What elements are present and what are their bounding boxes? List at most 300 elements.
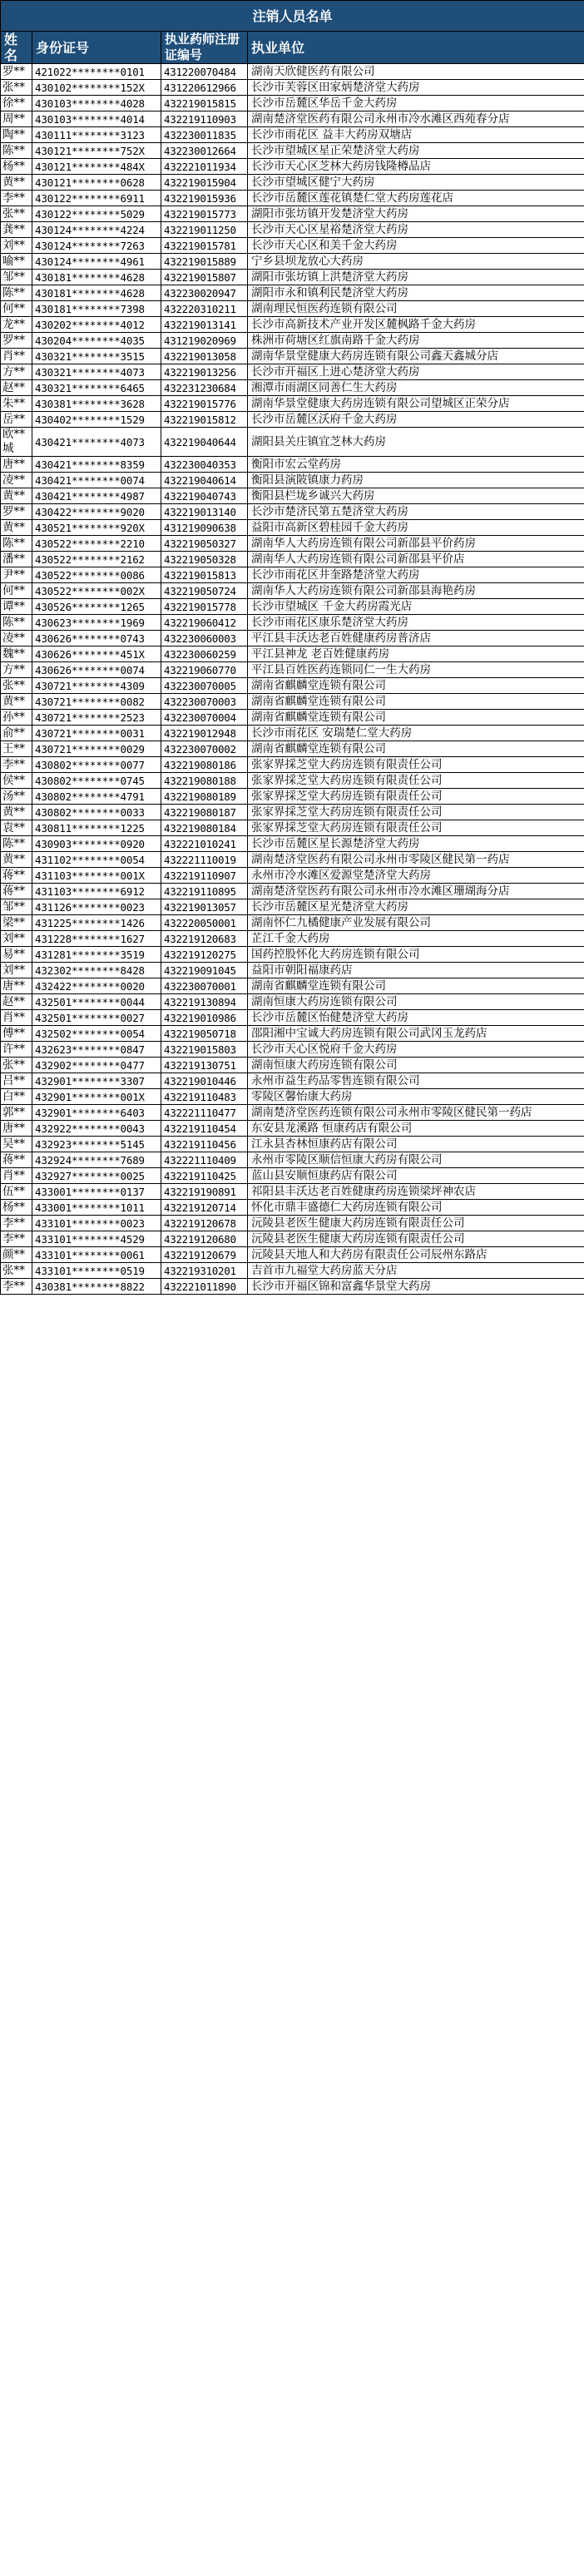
cell-practice-unit: 湖阳市张坊镇上洪楚济堂大药房 bbox=[248, 270, 584, 285]
table-row bbox=[1, 646, 584, 662]
cell-certificate-number: 432219040644 bbox=[161, 428, 248, 457]
cell-name: 梁** bbox=[1, 915, 32, 931]
cell-name: 侯** bbox=[1, 773, 32, 789]
table-row bbox=[1, 175, 584, 191]
cell-id-number: 430522********2162 bbox=[32, 552, 161, 567]
table-row bbox=[1, 978, 584, 994]
cell-certificate-number: 432230070003 bbox=[161, 694, 248, 710]
cell-id-number: 432901********001X bbox=[32, 1089, 161, 1105]
cell-certificate-number: 432219015904 bbox=[161, 175, 248, 191]
table-row bbox=[1, 899, 584, 915]
table-row bbox=[1, 805, 584, 820]
cell-name: 徐** bbox=[1, 96, 32, 111]
table-row bbox=[1, 1058, 584, 1073]
cell-name: 吕** bbox=[1, 1073, 32, 1089]
table-row bbox=[1, 380, 584, 396]
cell-name: 蒋** bbox=[1, 868, 32, 884]
cell-id-number: 430626********0743 bbox=[32, 631, 161, 646]
cell-practice-unit: 长沙市高新技术产业开发区麓枫路千金大药房 bbox=[248, 317, 584, 333]
cell-id-number: 430421********8359 bbox=[32, 457, 161, 473]
cell-certificate-number: 432219013058 bbox=[161, 349, 248, 364]
cell-id-number: 432901********3307 bbox=[32, 1073, 161, 1089]
cell-certificate-number: 432219011250 bbox=[161, 222, 248, 238]
cell-certificate-number: 432230060003 bbox=[161, 631, 248, 646]
cell-name: 杨** bbox=[1, 1200, 32, 1216]
cell-practice-unit: 国药控股怀化大药房连锁有限公司 bbox=[248, 947, 584, 963]
cell-name: 肖** bbox=[1, 349, 32, 364]
cell-practice-unit: 湖南天欣健医药有限公司 bbox=[248, 64, 584, 80]
cell-name: 陈** bbox=[1, 285, 32, 301]
cell-name: 岳** bbox=[1, 412, 32, 428]
cell-name: 陈** bbox=[1, 836, 32, 852]
cell-name: 蒋** bbox=[1, 1152, 32, 1168]
cell-practice-unit: 湖南省麒麟堂连锁有限公司 bbox=[248, 694, 584, 710]
header-practice-unit: 执业单位 bbox=[248, 32, 584, 64]
table-row bbox=[1, 488, 584, 504]
cell-name: 张** bbox=[1, 1058, 32, 1073]
table-row bbox=[1, 567, 584, 583]
table-row bbox=[1, 1152, 584, 1168]
cell-name: 杨** bbox=[1, 159, 32, 175]
cell-id-number: 430721********2523 bbox=[32, 710, 161, 726]
cell-certificate-number: 432219010446 bbox=[161, 1073, 248, 1089]
cell-practice-unit: 长沙市天心区星裕楚济堂大药房 bbox=[248, 222, 584, 238]
cell-name: 黄** bbox=[1, 694, 32, 710]
cell-name: 刘** bbox=[1, 963, 32, 978]
cell-practice-unit: 长沙市雨花区 安瑞楚仁堂大药房 bbox=[248, 726, 584, 741]
cell-practice-unit: 东安县龙溪路 恒康药店有限公司 bbox=[248, 1121, 584, 1137]
table-row bbox=[1, 96, 584, 111]
cell-id-number: 430381********3628 bbox=[32, 396, 161, 412]
table-row bbox=[1, 884, 584, 899]
cell-id-number: 432927********0025 bbox=[32, 1168, 161, 1184]
table-row bbox=[1, 1216, 584, 1231]
cell-practice-unit: 蓝山县安顺恒康药店有限公司 bbox=[248, 1168, 584, 1184]
cell-practice-unit: 湖阳市张坊镇开发楚济堂大药房 bbox=[248, 206, 584, 222]
cell-certificate-number: 432221011934 bbox=[161, 159, 248, 175]
cell-practice-unit: 湖南楚济堂医药有限公司永州市零陵区健民第一药店 bbox=[248, 852, 584, 868]
cell-id-number: 430811********1225 bbox=[32, 820, 161, 836]
cell-id-number: 430721********0029 bbox=[32, 741, 161, 757]
cell-name: 黄** bbox=[1, 488, 32, 504]
cell-id-number: 430903********0920 bbox=[32, 836, 161, 852]
cell-id-number: 430124********4961 bbox=[32, 254, 161, 270]
cell-certificate-number: 432219040614 bbox=[161, 473, 248, 488]
table-row bbox=[1, 662, 584, 678]
cell-certificate-number: 432219015773 bbox=[161, 206, 248, 222]
table-row bbox=[1, 852, 584, 868]
cell-practice-unit: 张家界採芝堂大药房连锁有限责任公司 bbox=[248, 789, 584, 805]
cell-id-number: 432502********0054 bbox=[32, 1026, 161, 1042]
cell-certificate-number: 432221110409 bbox=[161, 1152, 248, 1168]
cell-certificate-number: 432219050718 bbox=[161, 1026, 248, 1042]
cell-name: 唐** bbox=[1, 457, 32, 473]
cell-id-number: 432501********0027 bbox=[32, 1010, 161, 1026]
cell-certificate-number: 432219310201 bbox=[161, 1263, 248, 1279]
cell-practice-unit: 长沙市天心区和美千金大药房 bbox=[248, 238, 584, 254]
cell-id-number: 430121********0628 bbox=[32, 175, 161, 191]
table-row bbox=[1, 915, 584, 931]
cell-certificate-number: 432220310211 bbox=[161, 301, 248, 317]
cell-name: 周** bbox=[1, 111, 32, 127]
cell-name: 黄** bbox=[1, 520, 32, 536]
table-row bbox=[1, 931, 584, 947]
cell-certificate-number: 432230070002 bbox=[161, 741, 248, 757]
cell-certificate-number: 432219110483 bbox=[161, 1089, 248, 1105]
cell-id-number: 430526********1265 bbox=[32, 599, 161, 615]
cell-practice-unit: 张家界採芝堂大药房连锁有限责任公司 bbox=[248, 773, 584, 789]
cell-name: 方** bbox=[1, 662, 32, 678]
cell-practice-unit: 长沙市雨花区井奎路楚济堂大药房 bbox=[248, 567, 584, 583]
cell-id-number: 430204********4035 bbox=[32, 333, 161, 349]
cell-name: 俞** bbox=[1, 726, 32, 741]
cell-name: 张** bbox=[1, 206, 32, 222]
cell-name: 陈** bbox=[1, 143, 32, 159]
cell-id-number: 430321********3515 bbox=[32, 349, 161, 364]
cell-certificate-number: 432219120683 bbox=[161, 931, 248, 947]
cell-certificate-number: 431219090638 bbox=[161, 520, 248, 536]
cell-id-number: 430802********0745 bbox=[32, 773, 161, 789]
cell-name: 许** bbox=[1, 1042, 32, 1058]
cell-name: 尹** bbox=[1, 567, 32, 583]
table-row bbox=[1, 396, 584, 412]
cell-certificate-number: 432219110454 bbox=[161, 1121, 248, 1137]
cell-certificate-number: 432219012948 bbox=[161, 726, 248, 741]
cell-name: 陈** bbox=[1, 536, 32, 552]
cell-practice-unit: 益阳市朝阳福康药店 bbox=[248, 963, 584, 978]
cell-practice-unit: 长沙市天心区悦府千金大药房 bbox=[248, 1042, 584, 1058]
cell-practice-unit: 吉首市九福堂大药房蓝天分店 bbox=[248, 1263, 584, 1279]
cell-id-number: 430802********0077 bbox=[32, 757, 161, 773]
cell-practice-unit: 平江县神龙 老百姓健康药房 bbox=[248, 646, 584, 662]
cell-id-number: 430802********4791 bbox=[32, 789, 161, 805]
cell-practice-unit: 长沙市天心区芝林大药房钱隆樽品店 bbox=[248, 159, 584, 175]
cell-certificate-number: 432219120714 bbox=[161, 1200, 248, 1216]
cell-id-number: 430122********5029 bbox=[32, 206, 161, 222]
cell-certificate-number: 432220050001 bbox=[161, 915, 248, 931]
cell-certificate-number: 432230020947 bbox=[161, 285, 248, 301]
cell-name: 凌** bbox=[1, 473, 32, 488]
cell-name: 颜** bbox=[1, 1247, 32, 1263]
cell-name: 伍** bbox=[1, 1184, 32, 1200]
cell-id-number: 430802********0033 bbox=[32, 805, 161, 820]
table-row bbox=[1, 412, 584, 428]
table-row bbox=[1, 80, 584, 96]
cell-id-number: 430124********7263 bbox=[32, 238, 161, 254]
cell-certificate-number: 432219080184 bbox=[161, 820, 248, 836]
cell-certificate-number: 432219010986 bbox=[161, 1010, 248, 1026]
table-row bbox=[1, 631, 584, 646]
cell-name: 白** bbox=[1, 1089, 32, 1105]
cell-practice-unit: 张家界採芝堂大药房连锁有限责任公司 bbox=[248, 820, 584, 836]
table-row bbox=[1, 254, 584, 270]
cell-name: 欧**城 bbox=[1, 428, 32, 457]
cell-certificate-number: 432231230684 bbox=[161, 380, 248, 396]
cell-name: 龚** bbox=[1, 222, 32, 238]
cell-id-number: 433101********4529 bbox=[32, 1231, 161, 1247]
cell-id-number: 430103********4028 bbox=[32, 96, 161, 111]
cell-id-number: 430321********4073 bbox=[32, 364, 161, 380]
cell-practice-unit: 湖南理民恒医药连锁有限公司 bbox=[248, 301, 584, 317]
table-row bbox=[1, 1279, 584, 1295]
table-row bbox=[1, 238, 584, 254]
cell-id-number: 430122********6911 bbox=[32, 191, 161, 206]
cell-name: 郭** bbox=[1, 1105, 32, 1121]
cell-name: 赵** bbox=[1, 380, 32, 396]
cell-certificate-number: 432219110895 bbox=[161, 884, 248, 899]
cell-certificate-number: 432221110019 bbox=[161, 852, 248, 868]
cell-id-number: 432901********6403 bbox=[32, 1105, 161, 1121]
table-row bbox=[1, 1089, 584, 1105]
cell-name: 李** bbox=[1, 1231, 32, 1247]
cell-name: 喻** bbox=[1, 254, 32, 270]
cell-id-number: 430522********0086 bbox=[32, 567, 161, 583]
cell-certificate-number: 432219060412 bbox=[161, 615, 248, 631]
cell-practice-unit: 长沙市望城区健宁大药房 bbox=[248, 175, 584, 191]
cell-id-number: 431102********0054 bbox=[32, 852, 161, 868]
table-row bbox=[1, 1073, 584, 1089]
cell-practice-unit: 湖南华人大药房连锁有限公司新邵县平价店 bbox=[248, 552, 584, 567]
table-row bbox=[1, 552, 584, 567]
title-row bbox=[1, 1, 584, 32]
table-row bbox=[1, 536, 584, 552]
cell-id-number: 430102********152X bbox=[32, 80, 161, 96]
cell-certificate-number: 432219110907 bbox=[161, 868, 248, 884]
cell-id-number: 430626********0074 bbox=[32, 662, 161, 678]
cell-practice-unit: 祁阳县丰沃达老百姓健康药房连锁梁坪神农店 bbox=[248, 1184, 584, 1200]
table-row bbox=[1, 1042, 584, 1058]
cell-certificate-number: 432219120680 bbox=[161, 1231, 248, 1247]
header-name: 姓名 bbox=[1, 32, 32, 64]
cell-practice-unit: 湖南华人大药房连锁有限公司新邵县海艳药房 bbox=[248, 583, 584, 599]
cell-practice-unit: 张家界採芝堂大药房连锁有限责任公司 bbox=[248, 757, 584, 773]
cell-certificate-number: 432219110903 bbox=[161, 111, 248, 127]
cell-certificate-number: 432219015812 bbox=[161, 412, 248, 428]
table-row bbox=[1, 726, 584, 741]
cell-name: 罗** bbox=[1, 504, 32, 520]
cell-certificate-number: 432230040353 bbox=[161, 457, 248, 473]
table-row bbox=[1, 159, 584, 175]
table-row bbox=[1, 127, 584, 143]
table-row bbox=[1, 1168, 584, 1184]
cell-practice-unit: 湘潭市雨湖区同善仁生大药房 bbox=[248, 380, 584, 396]
table-row bbox=[1, 1010, 584, 1026]
cell-certificate-number: 431220070484 bbox=[161, 64, 248, 80]
cell-practice-unit: 衡阳县栏垅乡诚兴大药房 bbox=[248, 488, 584, 504]
cell-id-number: 431126********0023 bbox=[32, 899, 161, 915]
cell-practice-unit: 湖南怀仁九橘健康产业发展有限公司 bbox=[248, 915, 584, 931]
cell-practice-unit: 张家界採芝堂大药房连锁有限责任公司 bbox=[248, 805, 584, 820]
cell-name: 谭** bbox=[1, 599, 32, 615]
cell-name: 张** bbox=[1, 1263, 32, 1279]
cell-certificate-number: 432219080189 bbox=[161, 789, 248, 805]
cell-practice-unit: 长沙市岳麓区沃府千金大药房 bbox=[248, 412, 584, 428]
cell-id-number: 433101********0519 bbox=[32, 1263, 161, 1279]
table-row bbox=[1, 504, 584, 520]
cell-certificate-number: 432219060770 bbox=[161, 662, 248, 678]
table-row bbox=[1, 583, 584, 599]
cell-certificate-number: 432219080186 bbox=[161, 757, 248, 773]
cell-certificate-number: 432219080188 bbox=[161, 773, 248, 789]
cell-name: 何** bbox=[1, 583, 32, 599]
cell-certificate-number: 432219013141 bbox=[161, 317, 248, 333]
cell-name: 王** bbox=[1, 741, 32, 757]
cell-id-number: 430522********002X bbox=[32, 583, 161, 599]
cell-practice-unit: 长沙市岳麓区星光楚济堂大药房 bbox=[248, 899, 584, 915]
cell-practice-unit: 江永县杏林恒康药店有限公司 bbox=[248, 1137, 584, 1152]
cell-id-number: 431228********1627 bbox=[32, 931, 161, 947]
cell-practice-unit: 长沙市开福区上进心楚济堂大药房 bbox=[248, 364, 584, 380]
cell-practice-unit: 益阳市高新区碧桂园千金大药房 bbox=[248, 520, 584, 536]
cell-id-number: 430402********1529 bbox=[32, 412, 161, 428]
cell-practice-unit: 长沙市芙蓉区田家炳楚济堂大药房 bbox=[248, 80, 584, 96]
table-row bbox=[1, 206, 584, 222]
cell-name: 傅** bbox=[1, 1026, 32, 1042]
table-row bbox=[1, 947, 584, 963]
cell-certificate-number: 432230012664 bbox=[161, 143, 248, 159]
cell-id-number: 430421********4987 bbox=[32, 488, 161, 504]
cell-certificate-number: 432219130894 bbox=[161, 994, 248, 1010]
cell-certificate-number: 432221010241 bbox=[161, 836, 248, 852]
cell-certificate-number: 432219013256 bbox=[161, 364, 248, 380]
cell-certificate-number: 431220612966 bbox=[161, 80, 248, 96]
cell-name: 张** bbox=[1, 678, 32, 694]
table-row bbox=[1, 789, 584, 805]
cell-name: 黄** bbox=[1, 175, 32, 191]
cell-certificate-number: 432219013140 bbox=[161, 504, 248, 520]
cell-name: 邹** bbox=[1, 270, 32, 285]
cell-id-number: 432923********5145 bbox=[32, 1137, 161, 1152]
cell-name: 凌** bbox=[1, 631, 32, 646]
table-row bbox=[1, 710, 584, 726]
table-row bbox=[1, 1026, 584, 1042]
table-row bbox=[1, 1137, 584, 1152]
table-title: 注销人员名单 bbox=[1, 1, 584, 32]
cell-certificate-number: 432219015778 bbox=[161, 599, 248, 615]
table-row bbox=[1, 301, 584, 317]
cell-certificate-number: 432219130751 bbox=[161, 1058, 248, 1073]
cell-name: 汤** bbox=[1, 789, 32, 805]
cell-practice-unit: 长沙市雨花区康乐楚济堂大药房 bbox=[248, 615, 584, 631]
cell-id-number: 430421********0074 bbox=[32, 473, 161, 488]
cell-id-number: 431103********001X bbox=[32, 868, 161, 884]
cell-practice-unit: 湖南省麒麟堂连锁有限公司 bbox=[248, 710, 584, 726]
table-row bbox=[1, 1200, 584, 1216]
cell-name: 魏** bbox=[1, 646, 32, 662]
cell-id-number: 432501********0044 bbox=[32, 994, 161, 1010]
cell-id-number: 430124********4224 bbox=[32, 222, 161, 238]
cell-certificate-number: 432219050328 bbox=[161, 552, 248, 567]
cell-practice-unit: 湖南省麒麟堂连锁有限公司 bbox=[248, 741, 584, 757]
table-row bbox=[1, 457, 584, 473]
table-row bbox=[1, 270, 584, 285]
cell-name: 唐** bbox=[1, 978, 32, 994]
cell-name: 肖** bbox=[1, 1168, 32, 1184]
cell-id-number: 430103********4014 bbox=[32, 111, 161, 127]
table-row bbox=[1, 364, 584, 380]
table-row bbox=[1, 428, 584, 457]
cell-name: 罗** bbox=[1, 64, 32, 80]
table-row bbox=[1, 143, 584, 159]
cell-id-number: 431281********3519 bbox=[32, 947, 161, 963]
cell-id-number: 430721********0031 bbox=[32, 726, 161, 741]
table-row bbox=[1, 678, 584, 694]
cell-name: 方** bbox=[1, 364, 32, 380]
table-row bbox=[1, 317, 584, 333]
cell-id-number: 431103********6912 bbox=[32, 884, 161, 899]
cell-certificate-number: 432219050327 bbox=[161, 536, 248, 552]
table-row bbox=[1, 836, 584, 852]
table-row bbox=[1, 1184, 584, 1200]
table-row bbox=[1, 994, 584, 1010]
cell-name: 易** bbox=[1, 947, 32, 963]
cell-name: 潘** bbox=[1, 552, 32, 567]
cell-practice-unit: 平江县丰沃达老百姓健康药房普济店 bbox=[248, 631, 584, 646]
cell-certificate-number: 432230011835 bbox=[161, 127, 248, 143]
cell-id-number: 421022********0101 bbox=[32, 64, 161, 80]
cell-practice-unit: 邵阳湘中宝诚大药房连锁有限公司武冈玉龙药店 bbox=[248, 1026, 584, 1042]
cell-practice-unit: 衡阳市宏云堂药房 bbox=[248, 457, 584, 473]
cell-name: 李** bbox=[1, 1279, 32, 1295]
cell-certificate-number: 432219015776 bbox=[161, 396, 248, 412]
cell-certificate-number: 432230070005 bbox=[161, 678, 248, 694]
cell-certificate-number: 432219120679 bbox=[161, 1247, 248, 1263]
cell-certificate-number: 432219050724 bbox=[161, 583, 248, 599]
cell-practice-unit: 湖阳县关庄镇宜芝林大药房 bbox=[248, 428, 584, 457]
table-row bbox=[1, 1263, 584, 1279]
cell-id-number: 432902********0477 bbox=[32, 1058, 161, 1073]
cell-name: 邹** bbox=[1, 899, 32, 915]
cell-certificate-number: 432230070001 bbox=[161, 978, 248, 994]
cell-id-number: 432422********0020 bbox=[32, 978, 161, 994]
cell-id-number: 430623********1969 bbox=[32, 615, 161, 631]
cell-certificate-number: 432219015803 bbox=[161, 1042, 248, 1058]
cell-certificate-number: 432219120275 bbox=[161, 947, 248, 963]
cell-practice-unit: 长沙市岳麓区华岳千金大药房 bbox=[248, 96, 584, 111]
table-row bbox=[1, 599, 584, 615]
cell-certificate-number: 432219015781 bbox=[161, 238, 248, 254]
table-row bbox=[1, 741, 584, 757]
cell-id-number: 433101********0023 bbox=[32, 1216, 161, 1231]
cell-id-number: 430181********7398 bbox=[32, 301, 161, 317]
cell-certificate-number: 432219040743 bbox=[161, 488, 248, 504]
cell-name: 刘** bbox=[1, 238, 32, 254]
table-row bbox=[1, 473, 584, 488]
cell-certificate-number: 432219015815 bbox=[161, 96, 248, 111]
cell-name: 赵** bbox=[1, 994, 32, 1010]
cell-id-number: 430111********3123 bbox=[32, 127, 161, 143]
table-row bbox=[1, 694, 584, 710]
table-row bbox=[1, 868, 584, 884]
cell-practice-unit: 湖南楚济堂医药连锁有限公司永州市零陵区健民第一药店 bbox=[248, 1105, 584, 1121]
table-row bbox=[1, 773, 584, 789]
table-row bbox=[1, 333, 584, 349]
cell-id-number: 430121********484X bbox=[32, 159, 161, 175]
cell-practice-unit: 沅陵县老医生健康大药房连锁有限责任公司 bbox=[248, 1231, 584, 1247]
table-row bbox=[1, 111, 584, 127]
cell-certificate-number: 432219015807 bbox=[161, 270, 248, 285]
cell-name: 罗** bbox=[1, 333, 32, 349]
cell-name: 肖** bbox=[1, 1010, 32, 1026]
cell-certificate-number: 432219013057 bbox=[161, 899, 248, 915]
cell-certificate-number: 432219110425 bbox=[161, 1168, 248, 1184]
cell-practice-unit: 湖南恒康大药房连锁有限公司 bbox=[248, 1058, 584, 1073]
cell-id-number: 430181********4628 bbox=[32, 270, 161, 285]
cell-id-number: 433101********0061 bbox=[32, 1247, 161, 1263]
cell-practice-unit: 湖南楚济堂医药有限公司永州市冷水滩区西苑春分店 bbox=[248, 111, 584, 127]
cell-name: 李** bbox=[1, 757, 32, 773]
cell-name: 黄** bbox=[1, 852, 32, 868]
